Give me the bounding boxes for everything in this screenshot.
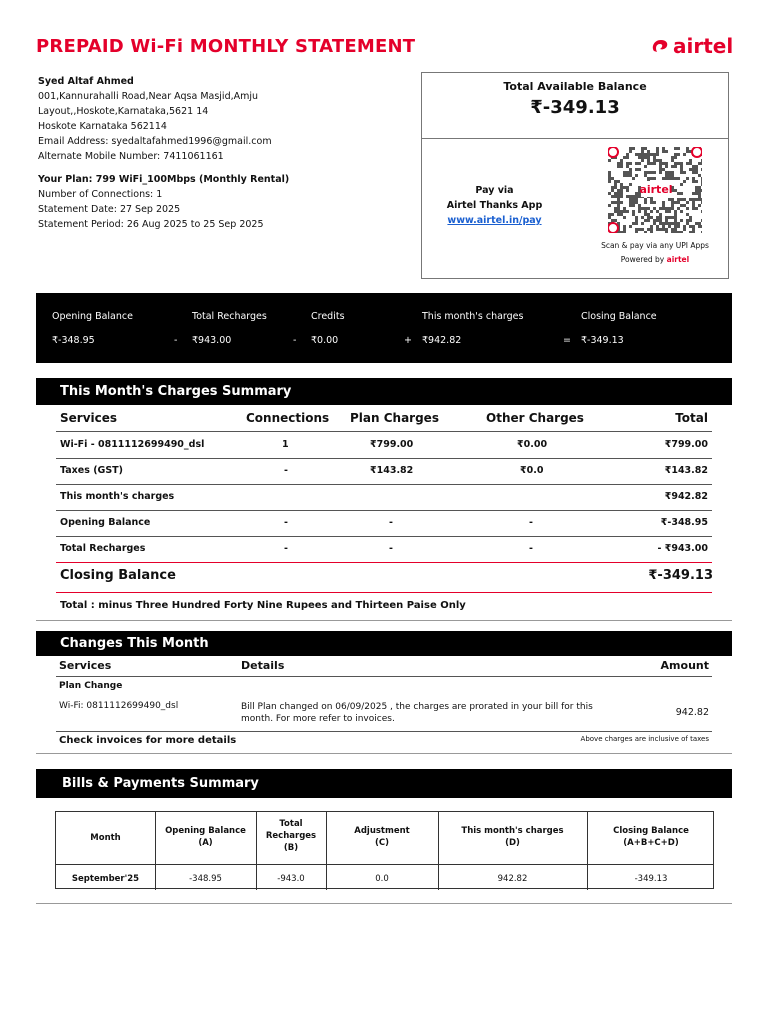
- col-charges-code: (D): [505, 838, 520, 848]
- col-charges: [438, 825, 587, 849]
- row-plan: -: [389, 517, 393, 528]
- payment-opening: -348.95: [189, 874, 222, 884]
- col-plan-charges: Plan Charges: [350, 411, 439, 425]
- payments-header: Bills & Payments Summary: [36, 769, 732, 798]
- closing-balance-total: ₹-349.13: [648, 568, 713, 583]
- col-month: Month: [90, 833, 121, 843]
- col-recharges-label: Recharges: [265, 831, 317, 841]
- row-total: ₹-348.95: [660, 517, 708, 528]
- alternate-mobile: Alternate Mobile Number: 7411061161: [38, 151, 224, 162]
- col-details: Details: [241, 659, 285, 672]
- payment-adjustment: 0.0: [375, 874, 389, 884]
- statement-period: Statement Period: 26 Aug 2025 to 25 Sep 2025: [38, 219, 264, 230]
- closing-balance-label: Closing Balance: [60, 568, 176, 583]
- col-charges-label: This month's charges: [461, 826, 564, 836]
- month-charges-label: This month's charges: [422, 311, 524, 322]
- row-connections: -: [284, 517, 288, 528]
- minus-operator: -: [174, 335, 178, 346]
- payment-closing: -349.13: [634, 874, 668, 884]
- plan-name: Your Plan: 799 WiFi_100Mbps (Monthly Rental): [38, 174, 290, 185]
- balance-box: [421, 72, 729, 279]
- airtel-swirl-icon: [650, 37, 670, 55]
- pay-via-block: [442, 183, 547, 228]
- col-adjustment-label: Adjustment: [354, 826, 410, 836]
- connection-count: Number of Connections: 1: [38, 189, 163, 200]
- email-address: Email Address: syedaltafahmed1996@gmail.com: [38, 136, 272, 147]
- total-recharges-label: Total Recharges: [192, 311, 267, 322]
- change-detail-line: month. For more refer to invoices.: [241, 714, 395, 724]
- row-plan: -: [389, 543, 393, 554]
- payment-month: September'25: [71, 874, 140, 884]
- col-closing-label: Closing Balance: [613, 826, 689, 836]
- row-service: Total Recharges: [60, 543, 146, 554]
- col-adjustment-code: (C): [374, 838, 389, 848]
- payment-charges: 942.82: [497, 874, 528, 884]
- col-amount: Amount: [660, 659, 709, 672]
- statement-title: PREPAID Wi-Fi MONTHLY STATEMENT: [36, 36, 416, 57]
- month-charges-value: ₹942.82: [422, 335, 462, 346]
- col-services: Services: [60, 411, 118, 425]
- airtel-logo-text: airtel: [673, 34, 734, 58]
- row-other: ₹0.0: [520, 465, 544, 476]
- col-opening-label: Opening Balance: [165, 826, 246, 836]
- total-balance-amount: ₹-349.13: [530, 97, 620, 118]
- row-other: -: [529, 517, 533, 528]
- change-service: Wi-Fi: 0811112699490_dsl: [59, 701, 179, 711]
- col-connections: Connections: [246, 411, 330, 425]
- col-recharges: [256, 818, 326, 854]
- scan-text: Scan & pay via any UPI Apps: [601, 241, 709, 250]
- qr-brand-text: airtel: [639, 183, 673, 196]
- address-line: Hoskote Karnataka 562114: [38, 121, 167, 132]
- total-balance-label: Total Available Balance: [503, 80, 647, 93]
- pay-app-name: Airtel Thanks App: [446, 200, 543, 211]
- powered-by-label: Powered by: [620, 255, 665, 264]
- changes-header: Changes This Month: [36, 631, 732, 656]
- row-service: Taxes (GST): [60, 465, 124, 476]
- scan-info: [580, 239, 730, 267]
- payment-recharges: -943.0: [277, 874, 305, 884]
- col-recharges-code: (B): [283, 843, 299, 853]
- address-line: 001,Kannurahalli Road,Near Aqsa Masjid,Amju: [38, 91, 259, 102]
- address-line: Layout,,Hoskote,Karnataka,5621 14: [38, 106, 209, 117]
- statement-date: Statement Date: 27 Sep 2025: [38, 204, 181, 215]
- equals-operator: =: [563, 335, 571, 346]
- total-recharges-value: ₹943.00: [192, 335, 232, 346]
- row-total: ₹799.00: [664, 439, 708, 450]
- col-recharges-label: Total: [279, 819, 303, 829]
- customer-details: [38, 74, 388, 232]
- row-connections: -: [284, 465, 288, 476]
- balance-summary-bar: [36, 293, 732, 363]
- col-services: Services: [59, 659, 112, 672]
- tax-note: Above charges are inclusive of taxes: [580, 735, 709, 743]
- change-amount: 942.82: [675, 707, 709, 718]
- plan-change-label: Plan Change: [59, 681, 123, 691]
- col-other-charges: Other Charges: [486, 411, 584, 425]
- payments-table: [55, 811, 714, 889]
- row-connections: -: [284, 543, 288, 554]
- amount-in-words: Total : minus Three Hundred Forty Nine Rupees and Thirteen Paise Only: [60, 600, 466, 611]
- col-closing: [587, 825, 715, 849]
- opening-balance-value: ₹-348.95: [52, 335, 95, 346]
- col-opening: [155, 825, 256, 849]
- charges-summary-header: This Month's Charges Summary: [36, 378, 732, 405]
- closing-balance-value: ₹-349.13: [581, 335, 624, 346]
- col-total: Total: [675, 411, 708, 425]
- closing-balance-label: Closing Balance: [581, 311, 657, 322]
- opening-balance-label: Opening Balance: [52, 311, 133, 322]
- row-total: - ₹943.00: [657, 543, 708, 554]
- check-invoices-note: Check invoices for more details: [59, 735, 237, 746]
- col-closing-code: (A+B+C+D): [623, 838, 679, 848]
- row-service: This month's charges: [60, 491, 175, 502]
- upi-qr-code[interactable]: [608, 147, 702, 233]
- airtel-logo: [650, 34, 733, 58]
- powered-by-brand: airtel: [666, 255, 690, 264]
- change-detail-line: Bill Plan changed on 06/09/2025 , the charges are prorated in your bill for this: [241, 702, 593, 712]
- row-service: Opening Balance: [60, 517, 151, 528]
- change-details: [241, 701, 621, 725]
- col-opening-code: (A): [198, 838, 213, 848]
- row-service: Wi-Fi - 0811112699490_dsl: [60, 439, 205, 450]
- row-other: -: [529, 543, 533, 554]
- pay-link[interactable]: www.airtel.in/pay: [447, 215, 542, 226]
- pay-via-label: Pay via: [475, 185, 514, 196]
- row-plan: ₹143.82: [370, 465, 414, 476]
- row-plan: ₹799.00: [370, 439, 414, 450]
- credits-label: Credits: [311, 311, 345, 322]
- customer-name: Syed Altaf Ahmed: [38, 76, 134, 87]
- credits-value: ₹0.00: [311, 335, 339, 346]
- minus-operator: -: [293, 335, 297, 346]
- row-other: ₹0.00: [517, 439, 548, 450]
- powered-by: [580, 253, 730, 267]
- row-total: ₹942.82: [664, 491, 708, 502]
- col-adjustment: [326, 825, 438, 849]
- row-total: ₹143.82: [664, 465, 708, 476]
- plus-operator: +: [404, 335, 412, 346]
- row-connections: 1: [282, 439, 289, 450]
